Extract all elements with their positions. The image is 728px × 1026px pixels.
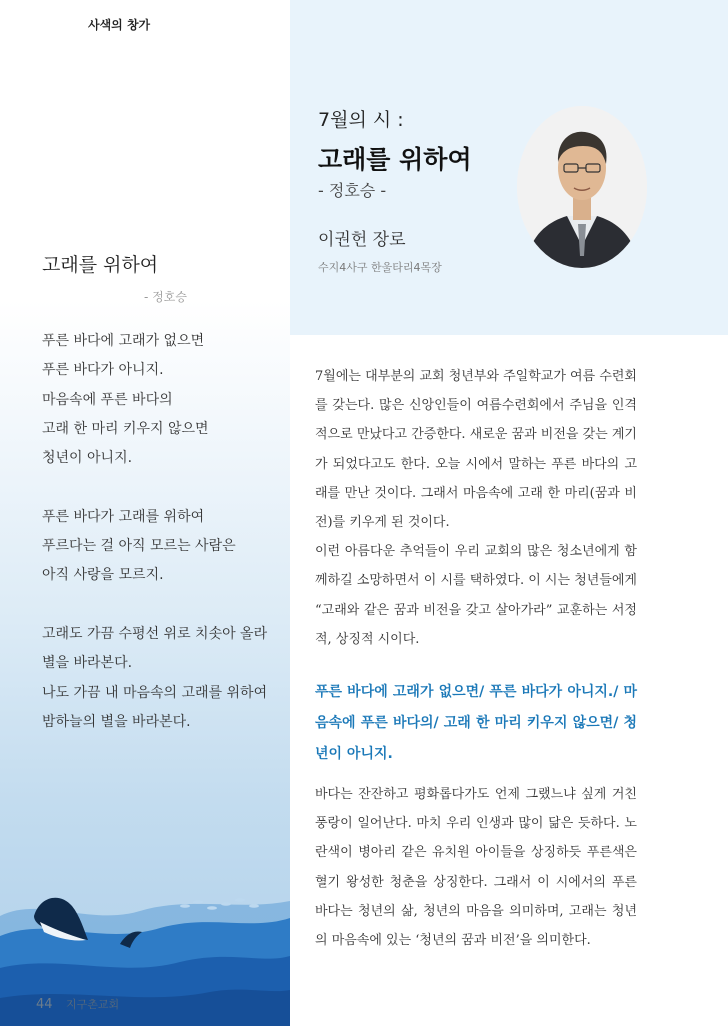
commentary-paragraph: 바다는 잔잔하고 평화롭다가도 언제 그랬느냐 싶게 거친 풍랑이 일어난다. 마치 우리 인생과 많이 닮은 듯하다. 노란색이 병아리 같은 유치원 아이들을 상징하듯 푸른색은 혈기 왕성한 청춘을 상징한다. 그래서 이 시에서의 푸른 바다는 청년의 삶, 청년의 마음을 의미하며, 고래는 청년의 마음속에 있는 ‘청년의 꿈과 비전’을 의미한다. bbox=[315, 787, 637, 949]
commentary-paragraph: 7월에는 대부분의 교회 청년부와 주일학교가 여름 수련회를 갖는다. 많은 신앙인들이 여름수련회에서 주님을 인격적으로 만났다고 간증한다. 새로운 꿈과 비전을 갖는 계기가 되었다고도 한다. 오늘 시에서 말하는 푸른 바다의 고래를 만난 것이다. 그래서 마음속에 고래 한 마리(꿈과 비전)를 키우게 된 것이다. bbox=[315, 369, 637, 531]
poem-line: 푸른 바다에 고래가 없으면 bbox=[42, 333, 205, 349]
page-number: 44 bbox=[36, 997, 53, 1012]
poem-line bbox=[42, 478, 282, 507]
poem-line: 별을 바라본다. bbox=[42, 655, 133, 672]
poem-line: 고래도 가끔 수평선 위로 치솟아 올라 bbox=[42, 625, 268, 642]
poem-line: 푸르다는 걸 아직 모르는 사람은 bbox=[42, 538, 236, 555]
commentary-paragraphs bbox=[315, 362, 637, 654]
portrait-image bbox=[517, 106, 647, 268]
poem-line bbox=[42, 596, 282, 625]
commentary-panel bbox=[290, 0, 728, 1026]
article-header bbox=[290, 0, 728, 335]
poem-title: 고래를 위하여 bbox=[42, 254, 159, 276]
commentary-paragraph: 이런 아름다운 추억들이 우리 교회의 많은 청소년에게 함께하길 소망하면서 이 시를 택하였다. 이 시는 청년들에게 “고래와 같은 꿈과 비전을 갖고 살아가라” 교훈하는 서정적, 상징적 시이다. bbox=[315, 544, 637, 647]
article-title: 고래를 위하여 bbox=[318, 145, 472, 174]
article-byline: - 정호승 - bbox=[318, 181, 387, 200]
author-photo bbox=[517, 106, 647, 268]
poem-line: 마음속에 푸른 바다의 bbox=[42, 391, 173, 408]
poem-author: - 정호승 bbox=[144, 290, 187, 304]
quoted-poem-excerpt: 푸른 바다에 고래가 없으면/ 푸른 바다가 아니지./ 마음속에 푸른 바다의/ 고래 한 마리 키우지 않으면/ 청년이 아니지. bbox=[315, 684, 637, 762]
writer-name: 이권헌 장로 bbox=[318, 230, 406, 250]
page-footer bbox=[36, 996, 119, 1012]
poem-line: 청년이 아니지. bbox=[42, 450, 133, 467]
poem-body bbox=[42, 332, 282, 742]
footer-publication: 지구촌교회 bbox=[66, 998, 120, 1011]
poem-line: 푸른 바다가 아니지. bbox=[42, 362, 164, 379]
poem-line: 아직 사랑을 모르지. bbox=[42, 567, 164, 584]
poem-panel bbox=[0, 0, 290, 1026]
poem-line: 고래 한 마리 키우지 않으면 bbox=[42, 420, 209, 437]
article-subtitle: 7월의 시 : bbox=[318, 109, 404, 131]
writer-affiliation: 수지4사구 한울타리4목장 bbox=[318, 261, 442, 274]
poem-line: 밤하늘의 별을 바라본다. bbox=[42, 713, 191, 730]
section-title: 사색의 창가 bbox=[88, 18, 151, 32]
poem-line: 푸른 바다가 고래를 위하여 bbox=[42, 508, 205, 525]
poem-line: 나도 가끔 내 마음속의 고래를 위하여 bbox=[42, 684, 268, 701]
